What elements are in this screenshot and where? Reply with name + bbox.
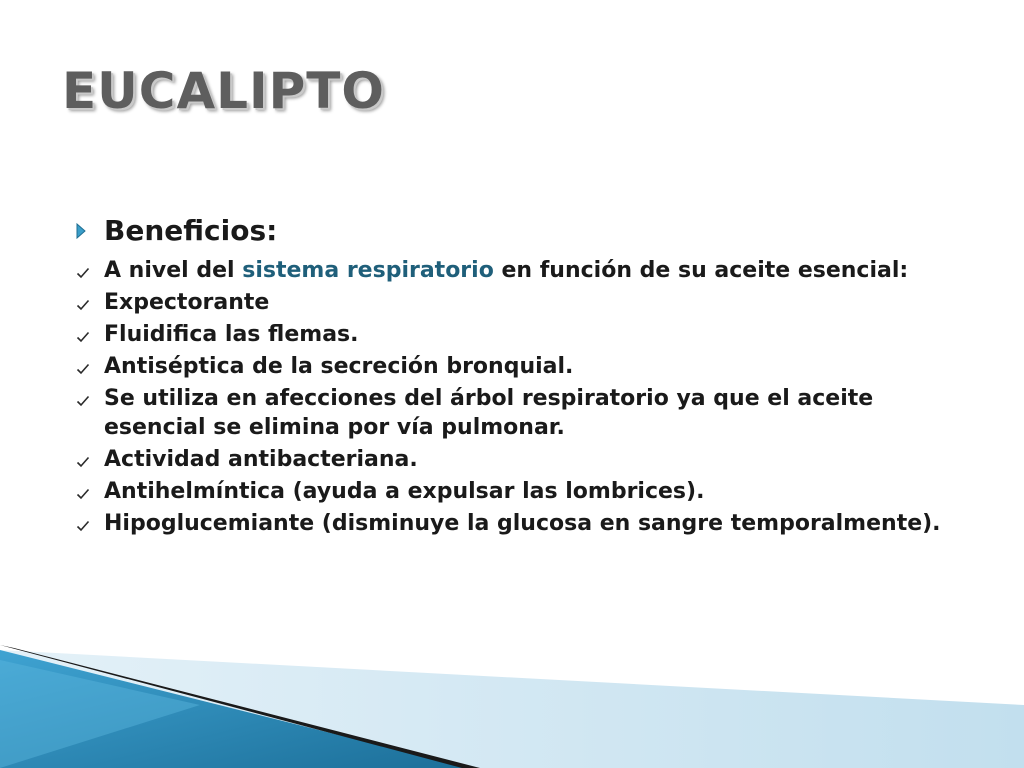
check-icon (76, 320, 104, 347)
check-icon (76, 256, 104, 283)
list-item (76, 256, 976, 285)
list-item-text: Expectorante (104, 290, 270, 315)
benefits-list (76, 256, 976, 538)
list-item-text: Hipoglucemiante (disminuye la glucosa en sangre temporalmente). (104, 511, 941, 536)
list-item-text: Se utiliza en afecciones del árbol respiratorio ya que el aceite esencial se elimina por vía pulmonar. (104, 386, 874, 440)
list-item (76, 445, 976, 474)
check-icon (76, 384, 104, 411)
list-item-text: Actividad antibacteriana. (104, 447, 418, 472)
check-icon (76, 288, 104, 315)
list-item (76, 384, 976, 442)
check-icon (76, 352, 104, 379)
list-item (76, 352, 976, 381)
highlight-text: sistema respiratorio (242, 258, 494, 283)
list-item-text: Antihelmíntica (ayuda a expulsar las lombrices). (104, 479, 705, 504)
list-item (76, 477, 976, 506)
list-item-text: Antiséptica de la secreción bronquial. (104, 354, 574, 379)
list-item (76, 288, 976, 317)
item-text-pre: A nivel del (104, 258, 243, 283)
check-icon (76, 445, 104, 472)
slide-title: EUCALIPTO (62, 62, 385, 120)
list-item (76, 320, 976, 349)
list-item-text: Fluidifica las flemas. (104, 322, 359, 347)
check-icon (76, 477, 104, 504)
check-icon (76, 509, 104, 536)
arrow-right-icon (76, 214, 104, 243)
item-text-post: en función de su aceite esencial: (493, 258, 909, 283)
section-heading: Beneficios: (104, 214, 278, 247)
slide-body (76, 214, 976, 541)
heading-row (76, 214, 976, 248)
list-item-text (104, 256, 908, 285)
list-item (76, 509, 976, 538)
